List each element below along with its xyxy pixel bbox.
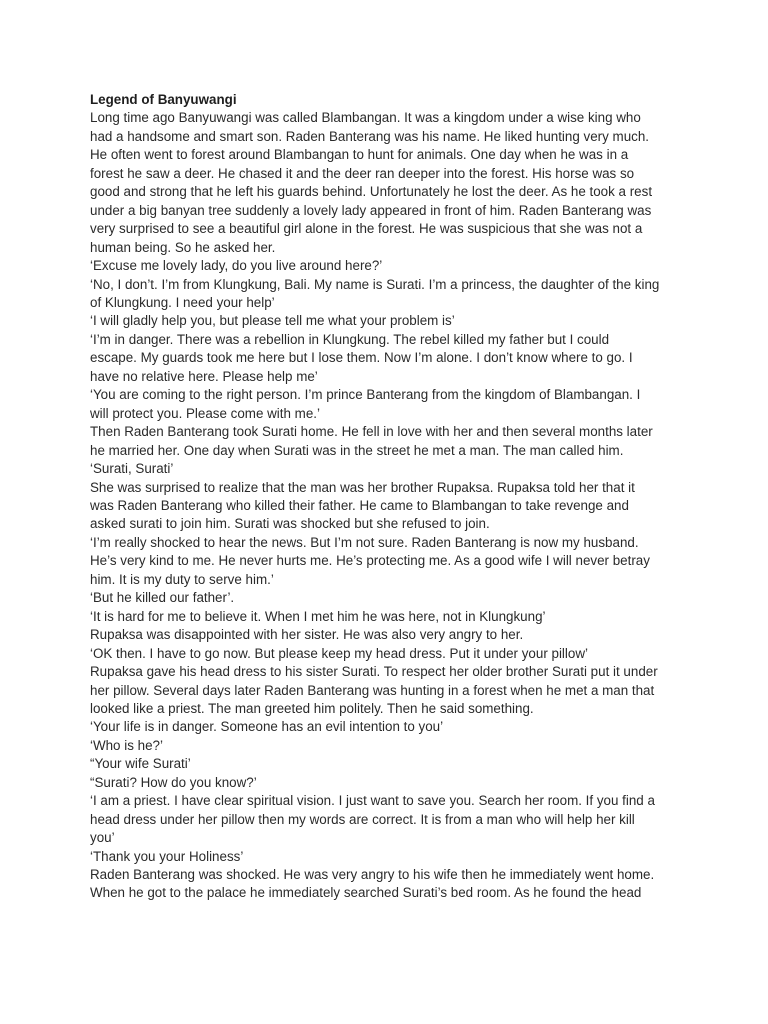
text-line: asked surati to join him. Surati was shocked but she refused to join. xyxy=(90,516,490,532)
text-line: Rupaksa gave his head dress to his sister Surati. To respect her older brother Surati put it under xyxy=(90,664,658,680)
text-line: ‘Who is he?’ xyxy=(90,737,163,753)
text-line: you’ xyxy=(90,830,115,846)
text-line: will protect you. Please come with me.’ xyxy=(90,405,320,421)
text-line: him. It is my duty to serve him.’ xyxy=(90,571,274,587)
text-line: had a handsome and smart son. Raden Banterang was his name. He liked hunting very much. xyxy=(90,128,650,144)
text-line: under a big banyan tree suddenly a lovely lady appeared in front of him. Raden Banterang was xyxy=(90,202,652,218)
text-line: very surprised to see a beautiful girl alone in the forest. He was suspicious that she was not a xyxy=(90,221,643,237)
text-line: He often went to forest around Blambangan to hunt for animals. One day when he was in a xyxy=(90,147,629,163)
text-line: ‘Your life is in danger. Someone has an evil intention to you’ xyxy=(90,719,444,735)
text-line: ‘Excuse me lovely lady, do you live around here?’ xyxy=(90,258,383,274)
document-body xyxy=(90,91,690,903)
text-line: When he got to the palace he immediately searched Surati’s bed room. As he found the head xyxy=(90,885,642,901)
text-line: ‘OK then. I have to go now. But please keep my head dress. Put it under your pillow’ xyxy=(90,645,588,661)
text-line: ‘Thank you your Holiness’ xyxy=(90,848,244,864)
text-line: He’s very kind to me. He never hurts me. He’s protecting me. As a good wife I will never betray xyxy=(90,553,650,569)
text-line: ‘It is hard for me to believe it. When I met him he was here, not in Klungkung’ xyxy=(90,608,546,624)
document-text xyxy=(90,109,690,902)
text-line: Rupaksa was disappointed with her sister. He was also very angry to her. xyxy=(90,627,524,643)
text-line: have no relative here. Please help me’ xyxy=(90,368,318,384)
text-line: She was surprised to realize that the man was her brother Rupaksa. Rupaksa told her that it xyxy=(90,479,635,495)
text-line: ‘I’m really shocked to hear the news. But I’m not sure. Raden Banterang is now my husband. xyxy=(90,534,639,550)
text-line: he married her. One day when Surati was in the street he met a man. The man called him. xyxy=(90,442,624,458)
document-title: Legend of Banyuwangi xyxy=(90,92,237,107)
text-line: of Klungkung. I need your help’ xyxy=(90,294,275,310)
text-line: forest he saw a deer. He chased it and the deer ran deeper into the forest. His horse was so xyxy=(90,165,635,181)
text-line: ‘But he killed our father’. xyxy=(90,590,235,606)
text-line: Long time ago Banyuwangi was called Blambangan. It was a kingdom under a wise king who xyxy=(90,110,641,126)
text-line: was Raden Banterang who killed their father. He came to Blambangan to take revenge and xyxy=(90,497,629,513)
text-line: good and strong that he left his guards behind. Unfortunately he lost the deer. As he took a rest xyxy=(90,184,653,200)
text-line: Then Raden Banterang took Surati home. He fell in love with her and then several months later xyxy=(90,424,653,440)
text-line: looked like a priest. The man greeted him politely. Then he said something. xyxy=(90,700,534,716)
text-line: head dress under her pillow then my words are correct. It is from a man who will help her kill xyxy=(90,811,635,827)
text-line: ‘I’m in danger. There was a rebellion in Klungkung. The rebel killed my father but I could xyxy=(90,331,610,347)
text-line: ‘You are coming to the right person. I’m prince Banterang from the kingdom of Blambangan. I xyxy=(90,387,641,403)
text-line: Raden Banterang was shocked. He was very angry to his wife then he immediately went home. xyxy=(90,867,655,883)
text-line: ‘Surati, Surati’ xyxy=(90,461,174,477)
text-line: her pillow. Several days later Raden Banterang was hunting in a forest when he met a man that xyxy=(90,682,655,698)
text-line: “Your wife Surati’ xyxy=(90,756,191,772)
text-line: ‘I will gladly help you, but please tell me what your problem is’ xyxy=(90,313,455,329)
text-line: escape. My guards took me here but I lose them. Now I’m alone. I don’t know where to go. I xyxy=(90,350,633,366)
text-line: ‘I am a priest. I have clear spiritual vision. I just want to save you. Search her room. If you find a xyxy=(90,793,655,809)
text-line: “Surati? How do you know?’ xyxy=(90,774,257,790)
text-line: human being. So he asked her. xyxy=(90,239,276,255)
text-line: ‘No, I don’t. I’m from Klungkung, Bali. My name is Surati. I’m a princess, the daughter of the king xyxy=(90,276,660,292)
